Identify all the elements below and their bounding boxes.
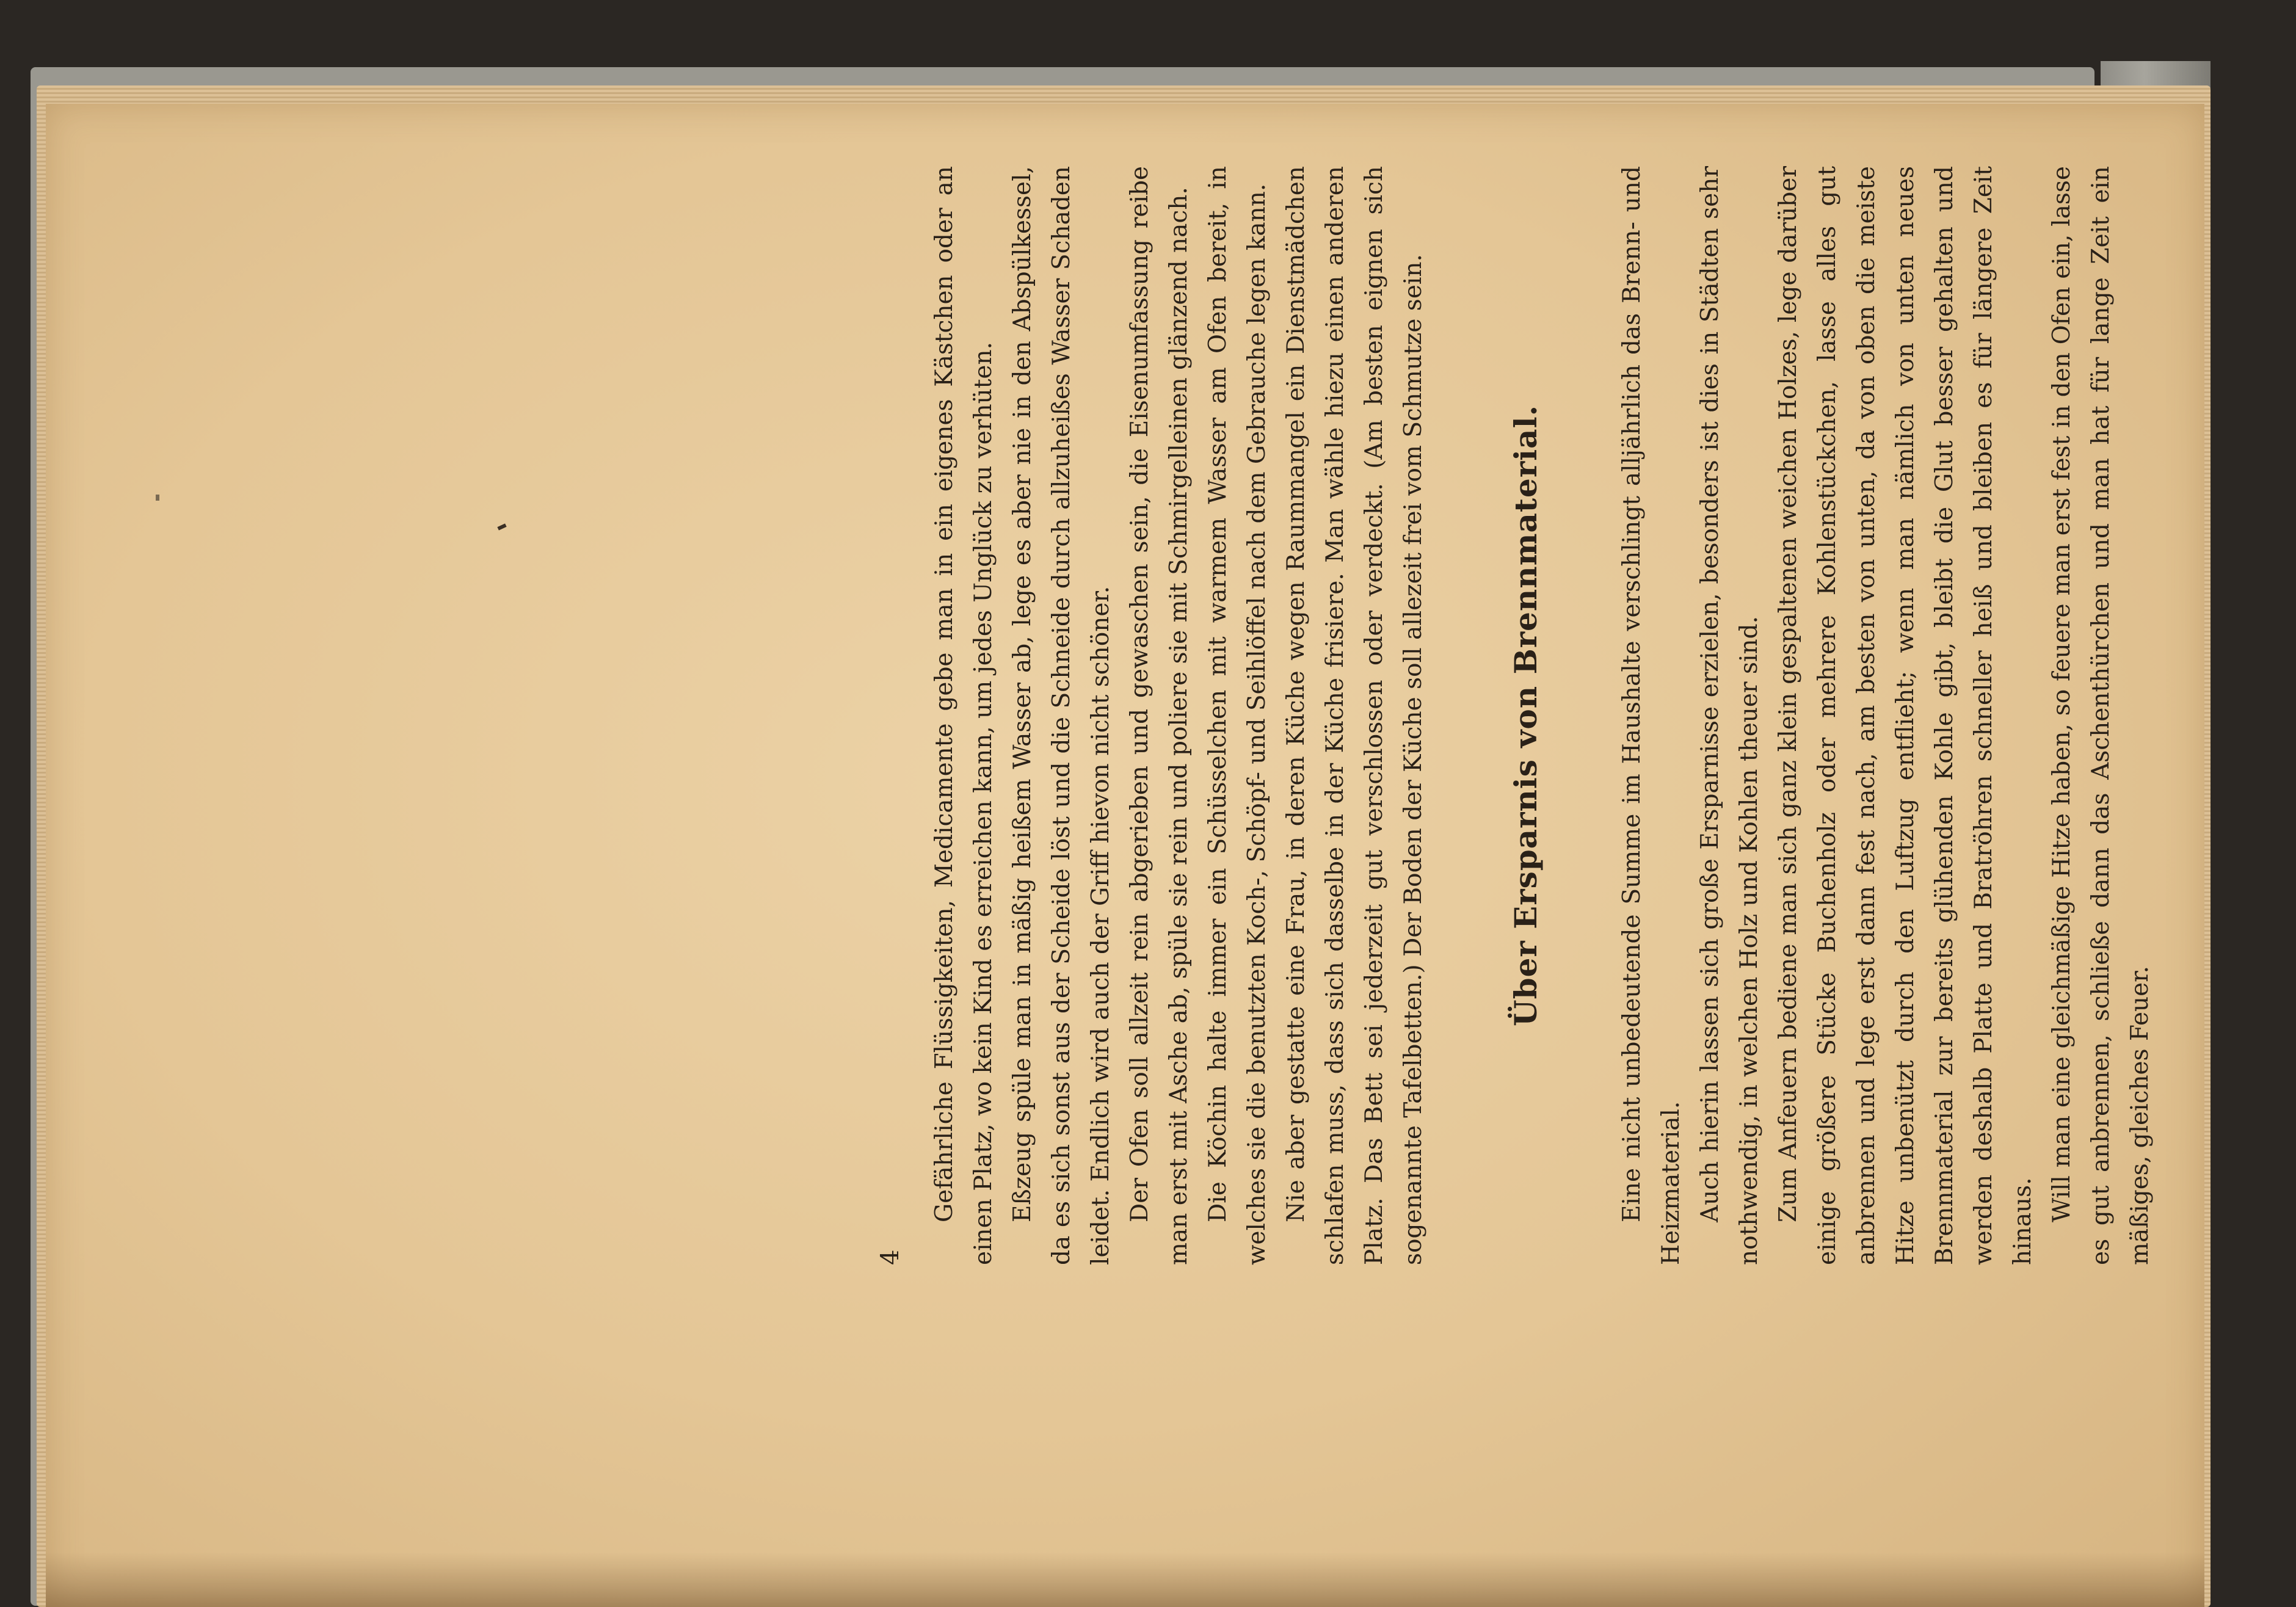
section-paragraph-hitze: Will man eine gleichmäßige Hitze haben, so feuere man erst fest in den Ofen ein, lasse es gut anbrennen, schließe dann das Aschenthürchen und man hat für lange Zeit ein mäßiges, gleiches Feuer. xyxy=(2048,166,2154,1265)
section-heading: Über Ersparnis von Brennmaterial. xyxy=(1508,405,1544,1026)
book-page xyxy=(46,104,2204,1607)
section-paragraph-anfeuern: Zum Anfeuern bediene man sich ganz klein gespaltenen weichen Holzes, lege darüber einige größere Stücke Buchenholz oder mehrere Kohlenstückchen, lasse alles gut anbrennen und lege erst dann fest nach, am besten von unten, da von oben die meiste Hitze unbenützt durch den Luftzug entflieht; wenn man nämlich von unten neues Brennmaterial zur bereits glühenden Kohle gibt, bleibt die Glut besser gehalten und werden deshalb Platte und Bratröhren schneller heiß und bleiben es für längere Zeit hinaus. xyxy=(1775,166,2036,1265)
page-text xyxy=(925,166,2160,1265)
paragraph-kueche: Nie aber gestatte eine Frau, in deren Küche wegen Raummangel ein Dienstmädchen schlafen muss, dass sich dasselbe in der Küche frisiere. Man wähle hiezu einen anderen Platz. Das Bett sei jederzeit gut verschlossen oder verdeckt. (Am besten eignen sich sogenannte Tafelbetten.) Der Boden der Küche soll allezeit frei vom Schmutze sein. xyxy=(1282,166,1427,1265)
rotated-page-content xyxy=(46,104,2204,1607)
page-number: 4 xyxy=(876,1249,904,1265)
section-paragraph-ersparnisse: Auch hierin lassen sich große Ersparnisse erzielen, besonders ist dies in Städten sehr nothwendig, in welchen Holz und Kohlen theuer sind. xyxy=(1696,166,1763,1265)
paragraph-ofen: Der Ofen soll allzeit rein abgerieben und gewaschen sein, die Eisenumfassung reibe man erst mit Asche ab, spüle sie rein und poliere sie mit Schmirgelleinen glänzend nach. xyxy=(1126,166,1193,1265)
paragraph-koechin: Die Köchin halte immer ein Schüsselchen mit warmem Wasser am Ofen bereit, in welches sie die benutzten Koch-, Schöpf- und Seihlöffel nach dem Gebrauche legen kann. xyxy=(1204,166,1271,1265)
paragraph-esszeug: Eßzeug spüle man in mäßig heißem Wasser ab, lege es aber nie in den Abspülkessel, da es sich sonst aus der Scheide löst und die Schneide durch allzuheißes Wasser Schaden leidet. Endlich wird auch der Griff hievon nicht schöner. xyxy=(1009,166,1114,1265)
opening-paragraph: Gefährliche Flüssigkeiten, Medicamente gebe man in ein eigenes Kästchen oder an einen Platz, wo kein Kind es erreichen kann, um jedes Unglück zu verhüten. xyxy=(931,166,997,1265)
section-paragraph-summe: Eine nicht unbedeutende Summe im Haushalte verschlingt alljährlich das Brenn- und Heizmaterial. xyxy=(1618,166,1685,1265)
